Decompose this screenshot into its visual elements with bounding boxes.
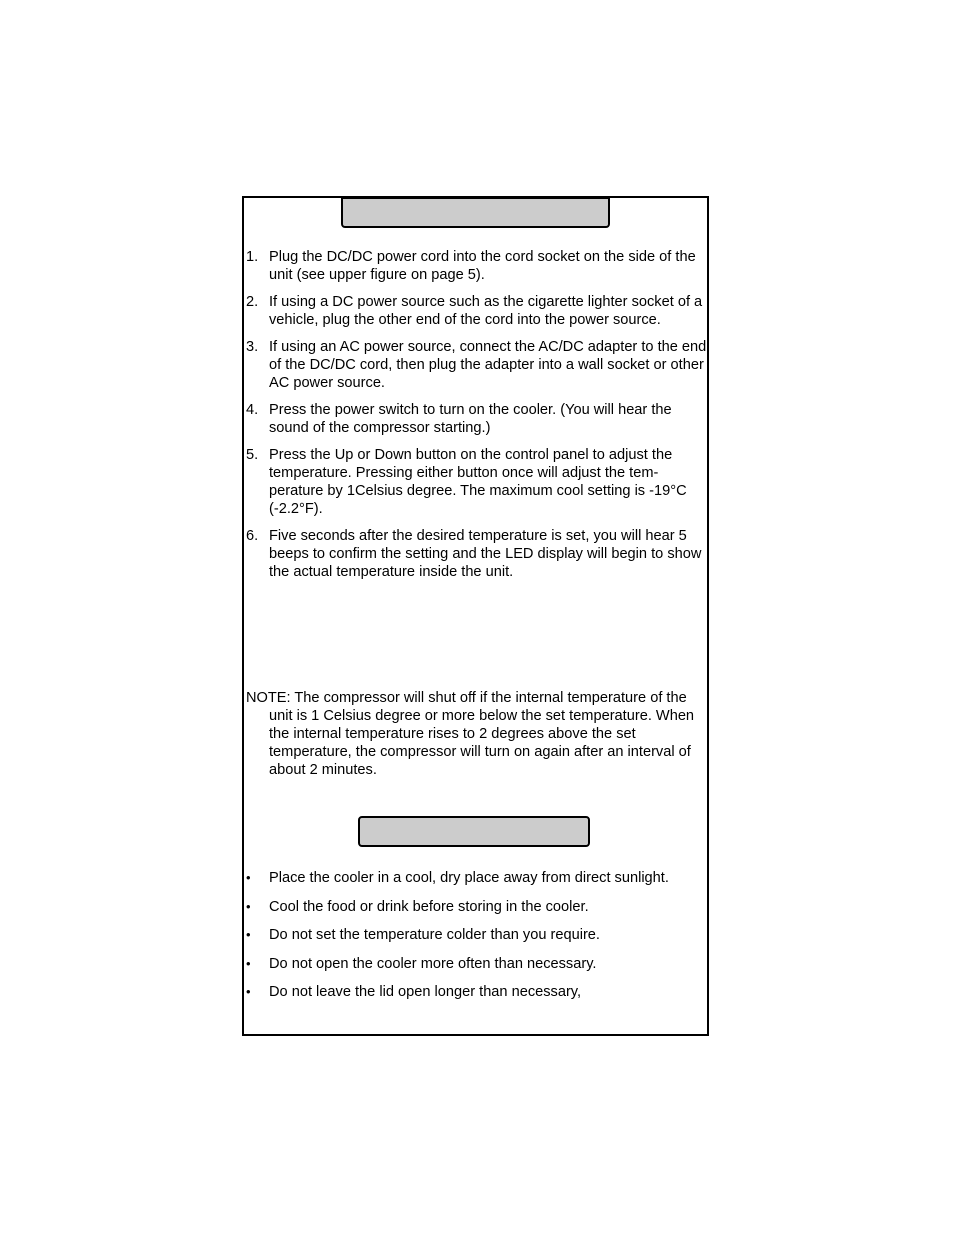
step-item: [246, 293, 710, 329]
energy-tips-list: [246, 869, 710, 1012]
bullet-icon: •: [246, 984, 251, 999]
tip-text: Do not set the temperature colder than you require.: [269, 927, 600, 943]
step-text: If using a DC power source such as the cigarette lighter socket of a vehicle, plug the other end of the cord into the power source.: [269, 294, 703, 328]
step-number: 5.: [246, 447, 259, 463]
step-number: 1.: [246, 249, 259, 265]
tip-item: [246, 926, 710, 944]
tip-item: [246, 955, 710, 973]
step-text: Five seconds after the desired temperature is set, you will hear 5 beeps to confirm the setting and the LED display will begin to show the actual temperature inside the unit.: [269, 528, 702, 580]
compressor-note: NOTE: The compressor will shut off if the internal temperature of the unit is 1 Celsius degree or more below the set temperature. When the internal temperature rises to 2 degrees above the set temperature, the compressor will turn on again after an interval of about 2 minutes.: [246, 690, 695, 778]
bullet-icon: •: [246, 870, 251, 885]
step-number: 2.: [246, 294, 259, 310]
step-item: [246, 338, 710, 392]
operation-steps-list: [246, 248, 710, 590]
tip-text: Do not leave the lid open longer than necessary,: [269, 984, 582, 1000]
step-number: 6.: [246, 528, 259, 544]
step-number: 3.: [246, 339, 259, 355]
tip-item: [246, 898, 710, 916]
bullet-icon: •: [246, 898, 251, 914]
step-number: 4.: [246, 402, 259, 418]
section-header-tips: [358, 816, 590, 847]
step-text: If using an AC power source, connect the AC/DC adapter to the end of the DC/DC cord, then plug the adapter into a wall socket or other AC power source.: [269, 339, 707, 391]
section-header-operation: [341, 197, 610, 228]
step-text: Press the power switch to turn on the cooler. (You will hear the sound of the compressor starting.): [269, 402, 672, 436]
step-item: [246, 446, 710, 518]
tip-text: Place the cooler in a cool, dry place away from direct sunlight.: [269, 870, 669, 886]
step-text: Press the Up or Down button on the control panel to adjust the temperature. Pressing either button once will adjust the tem-perature by 1Celsius degree. The maximum cool setting is -19°C (-2.2°F).: [269, 447, 687, 517]
tip-text: Cool the food or drink before storing in the cooler.: [269, 898, 589, 915]
tip-text: Do not open the cooler more often than necessary.: [269, 955, 597, 972]
step-item: [246, 248, 710, 284]
step-item: [246, 527, 710, 581]
tip-item: [246, 869, 710, 887]
tip-item: [246, 983, 710, 1001]
bullet-icon: •: [246, 927, 251, 942]
step-text: Plug the DC/DC power cord into the cord socket on the side of the unit (see upper figure on page 5).: [269, 249, 696, 283]
step-item: [246, 401, 710, 437]
bullet-icon: •: [246, 955, 251, 971]
